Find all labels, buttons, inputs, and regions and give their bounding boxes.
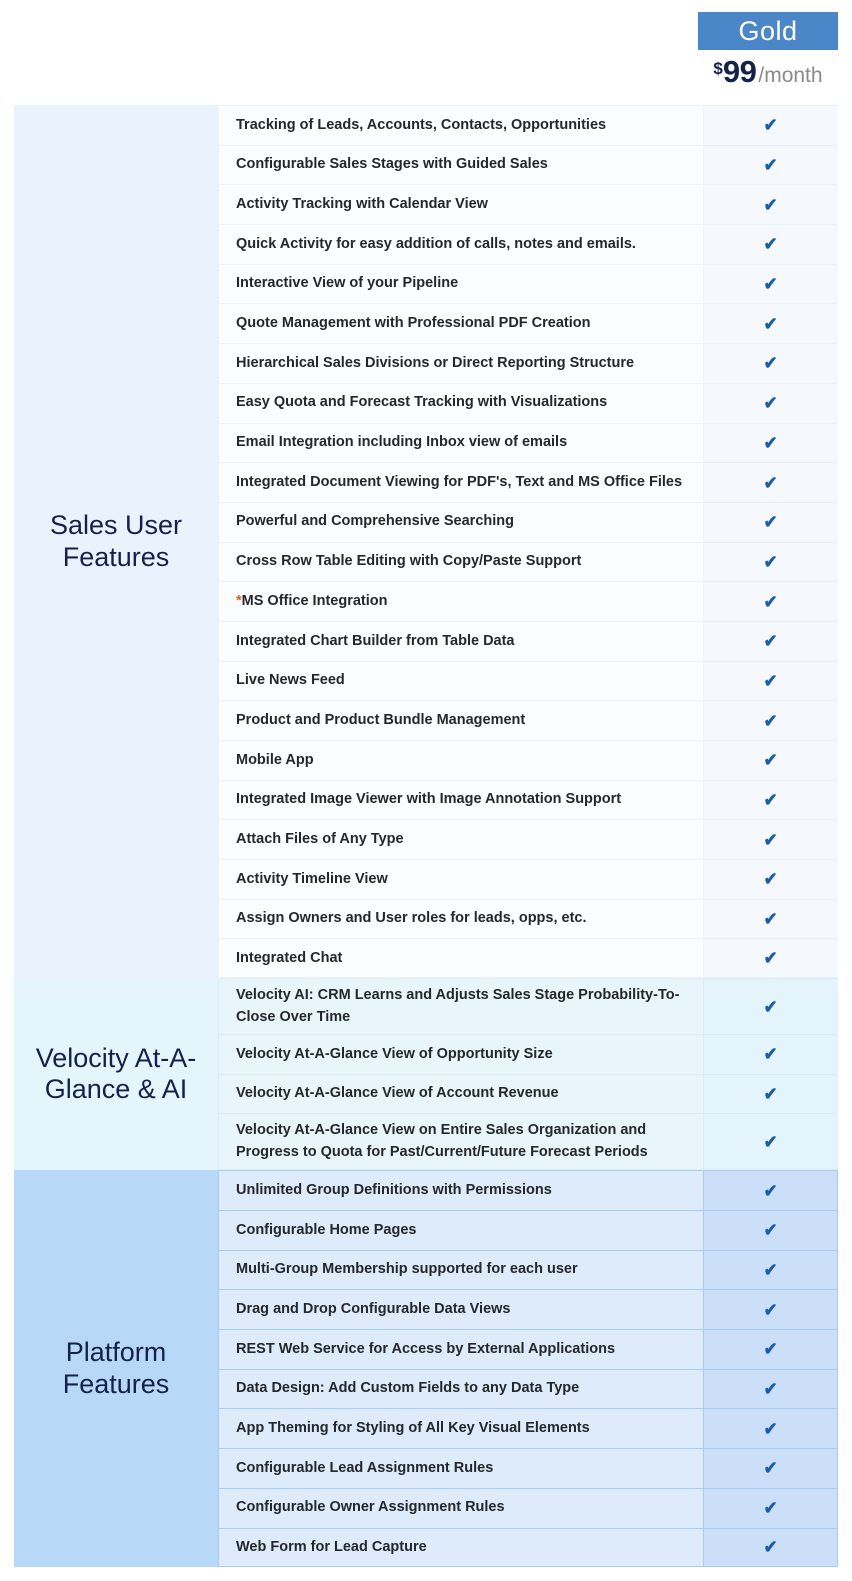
checkmark-icon: ✔ bbox=[764, 631, 778, 652]
table-row bbox=[218, 899, 838, 939]
table-row bbox=[218, 661, 838, 701]
feature-name-cell bbox=[218, 1488, 704, 1528]
feature-label-text: MS Office Integration bbox=[241, 592, 388, 609]
feature-label: Integrated Chart Builder from Table Data bbox=[236, 632, 515, 649]
feature-name-cell bbox=[218, 1034, 704, 1074]
table-row bbox=[218, 700, 838, 740]
gold-availability-cell bbox=[704, 105, 838, 145]
table-row bbox=[218, 224, 838, 264]
feature-label: Configurable Home Pages bbox=[236, 1221, 417, 1238]
category-cell bbox=[14, 105, 218, 978]
feature-label: Configurable Lead Assignment Rules bbox=[236, 1459, 494, 1476]
feature-name-cell bbox=[218, 105, 704, 145]
table-row bbox=[218, 462, 838, 502]
section-body bbox=[14, 1170, 838, 1567]
feature-label: Attach Files of Any Type bbox=[236, 830, 404, 847]
checkmark-icon: ✔ bbox=[764, 591, 778, 612]
feature-label: Activity Tracking with Calendar View bbox=[236, 195, 488, 212]
feature-label: Activity Timeline View bbox=[236, 870, 388, 887]
feature-name-cell bbox=[218, 224, 704, 264]
feature-name-cell bbox=[218, 264, 704, 304]
feature-rows bbox=[218, 105, 838, 978]
checkmark-icon: ✔ bbox=[763, 1537, 778, 1558]
gold-availability-cell bbox=[704, 1329, 838, 1369]
gold-availability-cell bbox=[704, 542, 838, 582]
gold-availability-cell bbox=[704, 700, 838, 740]
gold-availability-cell bbox=[704, 1250, 838, 1290]
table-row bbox=[218, 1488, 838, 1528]
price-period: /month bbox=[758, 64, 823, 87]
feature-name-cell bbox=[218, 819, 704, 859]
feature-label: Data Design: Add Custom Fields to any Data Type bbox=[236, 1380, 580, 1397]
feature-name-cell bbox=[218, 462, 704, 502]
table-row bbox=[218, 423, 838, 463]
checkmark-icon: ✔ bbox=[764, 750, 778, 771]
feature-label: App Theming for Styling of All Key Visual Elements bbox=[236, 1420, 590, 1437]
gold-availability-cell bbox=[704, 264, 838, 304]
feature-name-cell bbox=[218, 1074, 704, 1114]
gold-availability-cell bbox=[704, 1074, 838, 1114]
gold-availability-cell bbox=[704, 303, 838, 343]
feature-name-cell bbox=[218, 978, 704, 1034]
checkmark-icon: ✔ bbox=[764, 512, 778, 533]
feature-section bbox=[14, 1170, 838, 1567]
gold-availability-cell bbox=[704, 383, 838, 423]
gold-availability-cell bbox=[704, 899, 838, 939]
table-row bbox=[218, 383, 838, 423]
pricing-header bbox=[0, 0, 852, 105]
table-row bbox=[218, 264, 838, 304]
feature-label: Powerful and Comprehensive Searching bbox=[236, 513, 514, 530]
feature-label: Quote Management with Professional PDF Creation bbox=[236, 315, 591, 332]
feature-name-cell bbox=[218, 1250, 704, 1290]
checkmark-icon: ✔ bbox=[764, 869, 778, 890]
price-currency-symbol: $ bbox=[713, 59, 723, 78]
feature-label: Email Integration including Inbox view of emails bbox=[236, 434, 568, 451]
table-row bbox=[218, 1329, 838, 1369]
table-row bbox=[218, 145, 838, 185]
feature-name-cell bbox=[218, 740, 704, 780]
gold-availability-cell bbox=[704, 1113, 838, 1170]
feature-name-cell bbox=[218, 145, 704, 185]
category-label: Velocity At-A-Glance & AI bbox=[35, 1042, 197, 1105]
footnote-asterisk: * bbox=[236, 592, 242, 609]
table-row bbox=[218, 184, 838, 224]
gold-availability-cell bbox=[704, 224, 838, 264]
table-row bbox=[218, 938, 838, 978]
gold-availability-cell bbox=[704, 1528, 838, 1568]
category-cell bbox=[14, 978, 218, 1170]
price-amount: 99 bbox=[722, 54, 757, 89]
feature-rows bbox=[218, 978, 838, 1170]
feature-label: Interactive View of your Pipeline bbox=[236, 275, 459, 292]
section-body bbox=[14, 978, 838, 1170]
checkmark-icon: ✔ bbox=[763, 1379, 778, 1400]
gold-availability-cell bbox=[704, 621, 838, 661]
gold-availability-cell bbox=[704, 581, 838, 621]
checkmark-icon: ✔ bbox=[764, 115, 778, 136]
checkmark-icon: ✔ bbox=[763, 1180, 778, 1201]
feature-label: Velocity At-A-Glance View of Opportunity Size bbox=[236, 1045, 553, 1062]
gold-availability-cell bbox=[704, 184, 838, 224]
feature-label bbox=[236, 591, 387, 612]
table-row bbox=[218, 1250, 838, 1290]
table-row bbox=[218, 105, 838, 145]
feature-label: Hierarchical Sales Divisions or Direct Reporting Structure bbox=[236, 354, 635, 371]
feature-label: Velocity At-A-Glance View on Entire Sales Organization and Progress to Quota for Past/Current/Future Forecast Periods bbox=[236, 1122, 648, 1160]
checkmark-icon: ✔ bbox=[763, 1260, 778, 1281]
feature-label: Easy Quota and Forecast Tracking with Visualizations bbox=[236, 394, 608, 411]
feature-name-cell bbox=[218, 1448, 704, 1488]
gold-availability-cell bbox=[704, 1170, 838, 1210]
checkmark-icon: ✔ bbox=[764, 313, 778, 334]
table-row bbox=[218, 1448, 838, 1488]
checkmark-icon: ✔ bbox=[764, 1084, 778, 1105]
gold-availability-cell bbox=[704, 502, 838, 542]
feature-name-cell bbox=[218, 303, 704, 343]
table-row bbox=[218, 621, 838, 661]
feature-label: Drag and Drop Configurable Data Views bbox=[236, 1300, 511, 1317]
feature-name-cell bbox=[218, 1170, 704, 1210]
feature-label: Unlimited Group Definitions with Permissions bbox=[236, 1181, 552, 1198]
feature-name-cell bbox=[218, 938, 704, 978]
checkmark-icon: ✔ bbox=[764, 472, 778, 493]
feature-label: Velocity At-A-Glance View of Account Revenue bbox=[236, 1085, 559, 1102]
gold-availability-cell bbox=[704, 1369, 838, 1409]
feature-name-cell bbox=[218, 1369, 704, 1409]
gold-availability-cell bbox=[704, 859, 838, 899]
checkmark-icon: ✔ bbox=[764, 551, 778, 572]
feature-label: Configurable Owner Assignment Rules bbox=[236, 1499, 505, 1516]
feature-name-cell bbox=[218, 1289, 704, 1329]
checkmark-icon: ✔ bbox=[764, 948, 778, 969]
feature-name-cell bbox=[218, 899, 704, 939]
checkmark-icon: ✔ bbox=[764, 710, 778, 731]
checkmark-icon: ✔ bbox=[764, 155, 778, 176]
feature-label: Quick Activity for easy addition of calls, notes and emails. bbox=[236, 235, 636, 252]
table-row bbox=[218, 1528, 838, 1568]
gold-availability-cell bbox=[704, 1034, 838, 1074]
category-label: Platform Features bbox=[62, 1337, 170, 1399]
feature-label: Cross Row Table Editing with Copy/Paste Support bbox=[236, 553, 582, 570]
feature-label: Tracking of Leads, Accounts, Contacts, Opportunities bbox=[236, 116, 607, 133]
feature-name-cell bbox=[218, 1329, 704, 1369]
checkmark-icon: ✔ bbox=[764, 194, 778, 215]
table-row bbox=[218, 780, 838, 820]
table-row bbox=[218, 1170, 838, 1210]
feature-label: Live News Feed bbox=[236, 672, 345, 689]
checkmark-icon: ✔ bbox=[764, 996, 778, 1017]
feature-section bbox=[14, 978, 838, 1170]
feature-label: Web Form for Lead Capture bbox=[236, 1538, 427, 1555]
feature-name-cell bbox=[218, 1528, 704, 1568]
table-row bbox=[218, 1113, 838, 1170]
feature-label: Integrated Chat bbox=[236, 949, 343, 966]
checkmark-icon: ✔ bbox=[763, 1220, 778, 1241]
feature-label: REST Web Service for Access by External Applications bbox=[236, 1340, 616, 1357]
table-row bbox=[218, 542, 838, 582]
feature-name-cell bbox=[218, 1210, 704, 1250]
checkmark-icon: ✔ bbox=[763, 1339, 778, 1360]
feature-name-cell bbox=[218, 700, 704, 740]
table-row bbox=[218, 502, 838, 542]
checkmark-icon: ✔ bbox=[764, 353, 778, 374]
gold-availability-cell bbox=[704, 978, 838, 1034]
gold-availability-cell bbox=[704, 1210, 838, 1250]
table-row bbox=[218, 1369, 838, 1409]
category-cell bbox=[14, 1170, 218, 1567]
table-row bbox=[218, 343, 838, 383]
gold-availability-cell bbox=[704, 740, 838, 780]
gold-availability-cell bbox=[704, 343, 838, 383]
feature-label: Assign Owners and User roles for leads, opps, etc. bbox=[236, 910, 587, 927]
feature-label: Configurable Sales Stages with Guided Sales bbox=[236, 156, 548, 173]
checkmark-icon: ✔ bbox=[763, 1498, 778, 1519]
checkmark-icon: ✔ bbox=[764, 1131, 778, 1152]
feature-name-cell bbox=[218, 184, 704, 224]
checkmark-icon: ✔ bbox=[763, 1458, 778, 1479]
gold-availability-cell bbox=[704, 780, 838, 820]
gold-availability-cell bbox=[704, 938, 838, 978]
feature-label: Mobile App bbox=[236, 751, 314, 768]
gold-availability-cell bbox=[704, 145, 838, 185]
feature-rows bbox=[218, 1170, 838, 1567]
table-row bbox=[218, 1034, 838, 1074]
gold-availability-cell bbox=[704, 1408, 838, 1448]
category-label: Sales User Features bbox=[49, 509, 183, 572]
table-row bbox=[218, 1210, 838, 1250]
table-row bbox=[218, 740, 838, 780]
feature-name-cell bbox=[218, 1408, 704, 1448]
feature-name-cell bbox=[218, 502, 704, 542]
checkmark-icon: ✔ bbox=[763, 1418, 778, 1439]
feature-name-cell bbox=[218, 780, 704, 820]
table-row bbox=[218, 819, 838, 859]
feature-name-cell bbox=[218, 661, 704, 701]
checkmark-icon: ✔ bbox=[764, 274, 778, 295]
feature-label: Integrated Document Viewing for PDF's, Text and MS Office Files bbox=[236, 473, 683, 490]
feature-name-cell bbox=[218, 343, 704, 383]
gold-availability-cell bbox=[704, 1448, 838, 1488]
feature-label: Integrated Image Viewer with Image Annotation Support bbox=[236, 791, 622, 808]
feature-name-cell bbox=[218, 1113, 704, 1170]
feature-name-cell bbox=[218, 542, 704, 582]
plan-price bbox=[698, 54, 838, 88]
feature-name-cell bbox=[218, 581, 704, 621]
section-body bbox=[14, 105, 838, 978]
table-row bbox=[218, 978, 838, 1034]
gold-availability-cell bbox=[704, 819, 838, 859]
checkmark-icon: ✔ bbox=[764, 432, 778, 453]
checkmark-icon: ✔ bbox=[764, 670, 778, 691]
table-row bbox=[218, 1289, 838, 1329]
gold-availability-cell bbox=[704, 423, 838, 463]
checkmark-icon: ✔ bbox=[763, 1299, 778, 1320]
table-row bbox=[218, 1408, 838, 1448]
feature-name-cell bbox=[218, 859, 704, 899]
plan-name-label: Gold bbox=[738, 15, 798, 46]
feature-name-cell bbox=[218, 621, 704, 661]
gold-availability-cell bbox=[704, 1289, 838, 1329]
feature-label: Product and Product Bundle Management bbox=[236, 711, 526, 728]
feature-comparison-table bbox=[14, 105, 838, 1567]
feature-label: Velocity AI: CRM Learns and Adjusts Sales Stage Probability-To-Close Over Time bbox=[236, 987, 680, 1025]
checkmark-icon: ✔ bbox=[764, 909, 778, 930]
checkmark-icon: ✔ bbox=[764, 790, 778, 811]
checkmark-icon: ✔ bbox=[764, 234, 778, 255]
feature-section bbox=[14, 105, 838, 978]
gold-availability-cell bbox=[704, 661, 838, 701]
checkmark-icon: ✔ bbox=[764, 393, 778, 414]
checkmark-icon: ✔ bbox=[764, 1044, 778, 1065]
plan-badge-gold bbox=[698, 12, 838, 50]
gold-availability-cell bbox=[704, 462, 838, 502]
gold-availability-cell bbox=[704, 1488, 838, 1528]
checkmark-icon: ✔ bbox=[764, 829, 778, 850]
table-row bbox=[218, 581, 838, 621]
feature-label: Multi-Group Membership supported for each user bbox=[236, 1261, 578, 1278]
feature-name-cell bbox=[218, 383, 704, 423]
feature-name-cell bbox=[218, 423, 704, 463]
table-row bbox=[218, 1074, 838, 1114]
table-row bbox=[218, 303, 838, 343]
table-row bbox=[218, 859, 838, 899]
